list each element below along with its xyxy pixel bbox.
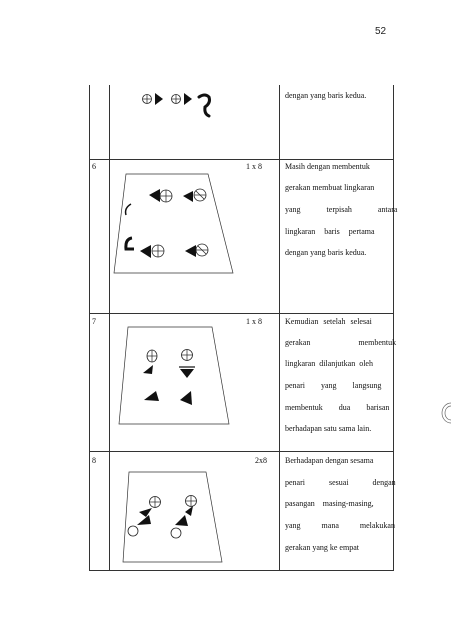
description-line: membentuk dua barisan (285, 403, 390, 412)
binder-ring-icon (436, 401, 452, 425)
table-row-line (89, 451, 394, 452)
table-divider-col2 (279, 85, 280, 571)
row-number: 8 (92, 456, 96, 465)
dancer-circle-icon (196, 244, 208, 256)
formation-diagram (138, 86, 228, 120)
dancer-triangle-icon (144, 391, 159, 401)
dancer-triangle-icon (185, 506, 193, 516)
dancer-triangle-icon (149, 189, 160, 202)
description-line: berhadapan satu sama lain. (285, 424, 372, 433)
table-border-left (89, 85, 90, 571)
dancer-circle-icon (152, 245, 164, 257)
dancer-circle-icon (186, 496, 197, 507)
dancer-circle-icon (171, 528, 181, 538)
dancer-triangle-icon (185, 245, 196, 257)
dancer-circle-icon (147, 350, 157, 362)
dancer-triangle-icon (180, 369, 194, 378)
stage-trapezoid (114, 174, 233, 273)
description-line (285, 205, 398, 214)
row-number: 6 (92, 162, 96, 171)
description-line: gerakan yang ke empat (285, 543, 359, 552)
dancer-triangle-icon (175, 515, 188, 526)
row-count: 1 x 8 (246, 162, 262, 171)
dancer-triangle-icon (180, 391, 192, 405)
dancer-triangle-icon (137, 515, 151, 525)
table-border-bottom (89, 570, 394, 571)
curved-arrow-icon (126, 204, 131, 215)
row-number: 7 (92, 317, 96, 326)
description-line: Berhadapan dengan sesama (285, 456, 374, 465)
dancer-circle-icon (160, 190, 172, 202)
table-row-line (89, 159, 394, 160)
table-border-right (393, 85, 394, 571)
dancer-triangle-icon (183, 191, 193, 202)
description-line: gerakan membentuk (285, 338, 397, 347)
dancer-circle-icon (143, 95, 152, 104)
description-line: penari sesuai dengan (285, 478, 396, 487)
curved-arrow-icon (199, 95, 210, 116)
dancer-circle-icon (150, 497, 161, 508)
description-line: dengan yang baris kedua. (285, 91, 367, 100)
description-line-text: yang terpisah antara (285, 205, 398, 214)
description-line: pasangan masing-masing, (285, 499, 374, 508)
dancer-triangle-icon (139, 508, 152, 517)
description-line: lingkaran dilanjutkan oleh (285, 359, 373, 368)
dancer-triangle-icon (155, 93, 163, 105)
dancer-triangle-icon (143, 365, 153, 374)
dancer-triangle-icon (140, 245, 151, 258)
description-line: penari yang langsung (285, 381, 382, 390)
curved-arrow-icon (126, 238, 134, 249)
table-row-line (89, 313, 394, 314)
row-count: 2x8 (255, 456, 267, 465)
table-divider-col1 (109, 85, 110, 571)
description-line: yang mana melakukan (285, 521, 395, 530)
dancer-triangle-icon (184, 93, 192, 105)
page-number: 52 (375, 26, 387, 37)
dancer-circle-icon (172, 95, 181, 104)
stage-trapezoid (123, 472, 222, 562)
row-count: 1 x 8 (246, 317, 262, 326)
description-line: Kemudian setelah selesai (285, 317, 372, 326)
formation-diagram (112, 167, 240, 282)
description-line: Masih dengan membentuk (285, 162, 370, 171)
formation-diagram (121, 470, 225, 568)
dancer-circle-icon (128, 526, 138, 536)
description-line: gerakan membuat lingkaran (285, 183, 375, 192)
dancer-circle-icon (194, 189, 206, 201)
formation-diagram (115, 325, 233, 427)
dancer-circle-icon (182, 350, 193, 361)
description-line: dengan yang baris kedua. (285, 248, 367, 257)
description-line: lingkaran baris pertama (285, 227, 375, 236)
stage-trapezoid (119, 327, 229, 424)
